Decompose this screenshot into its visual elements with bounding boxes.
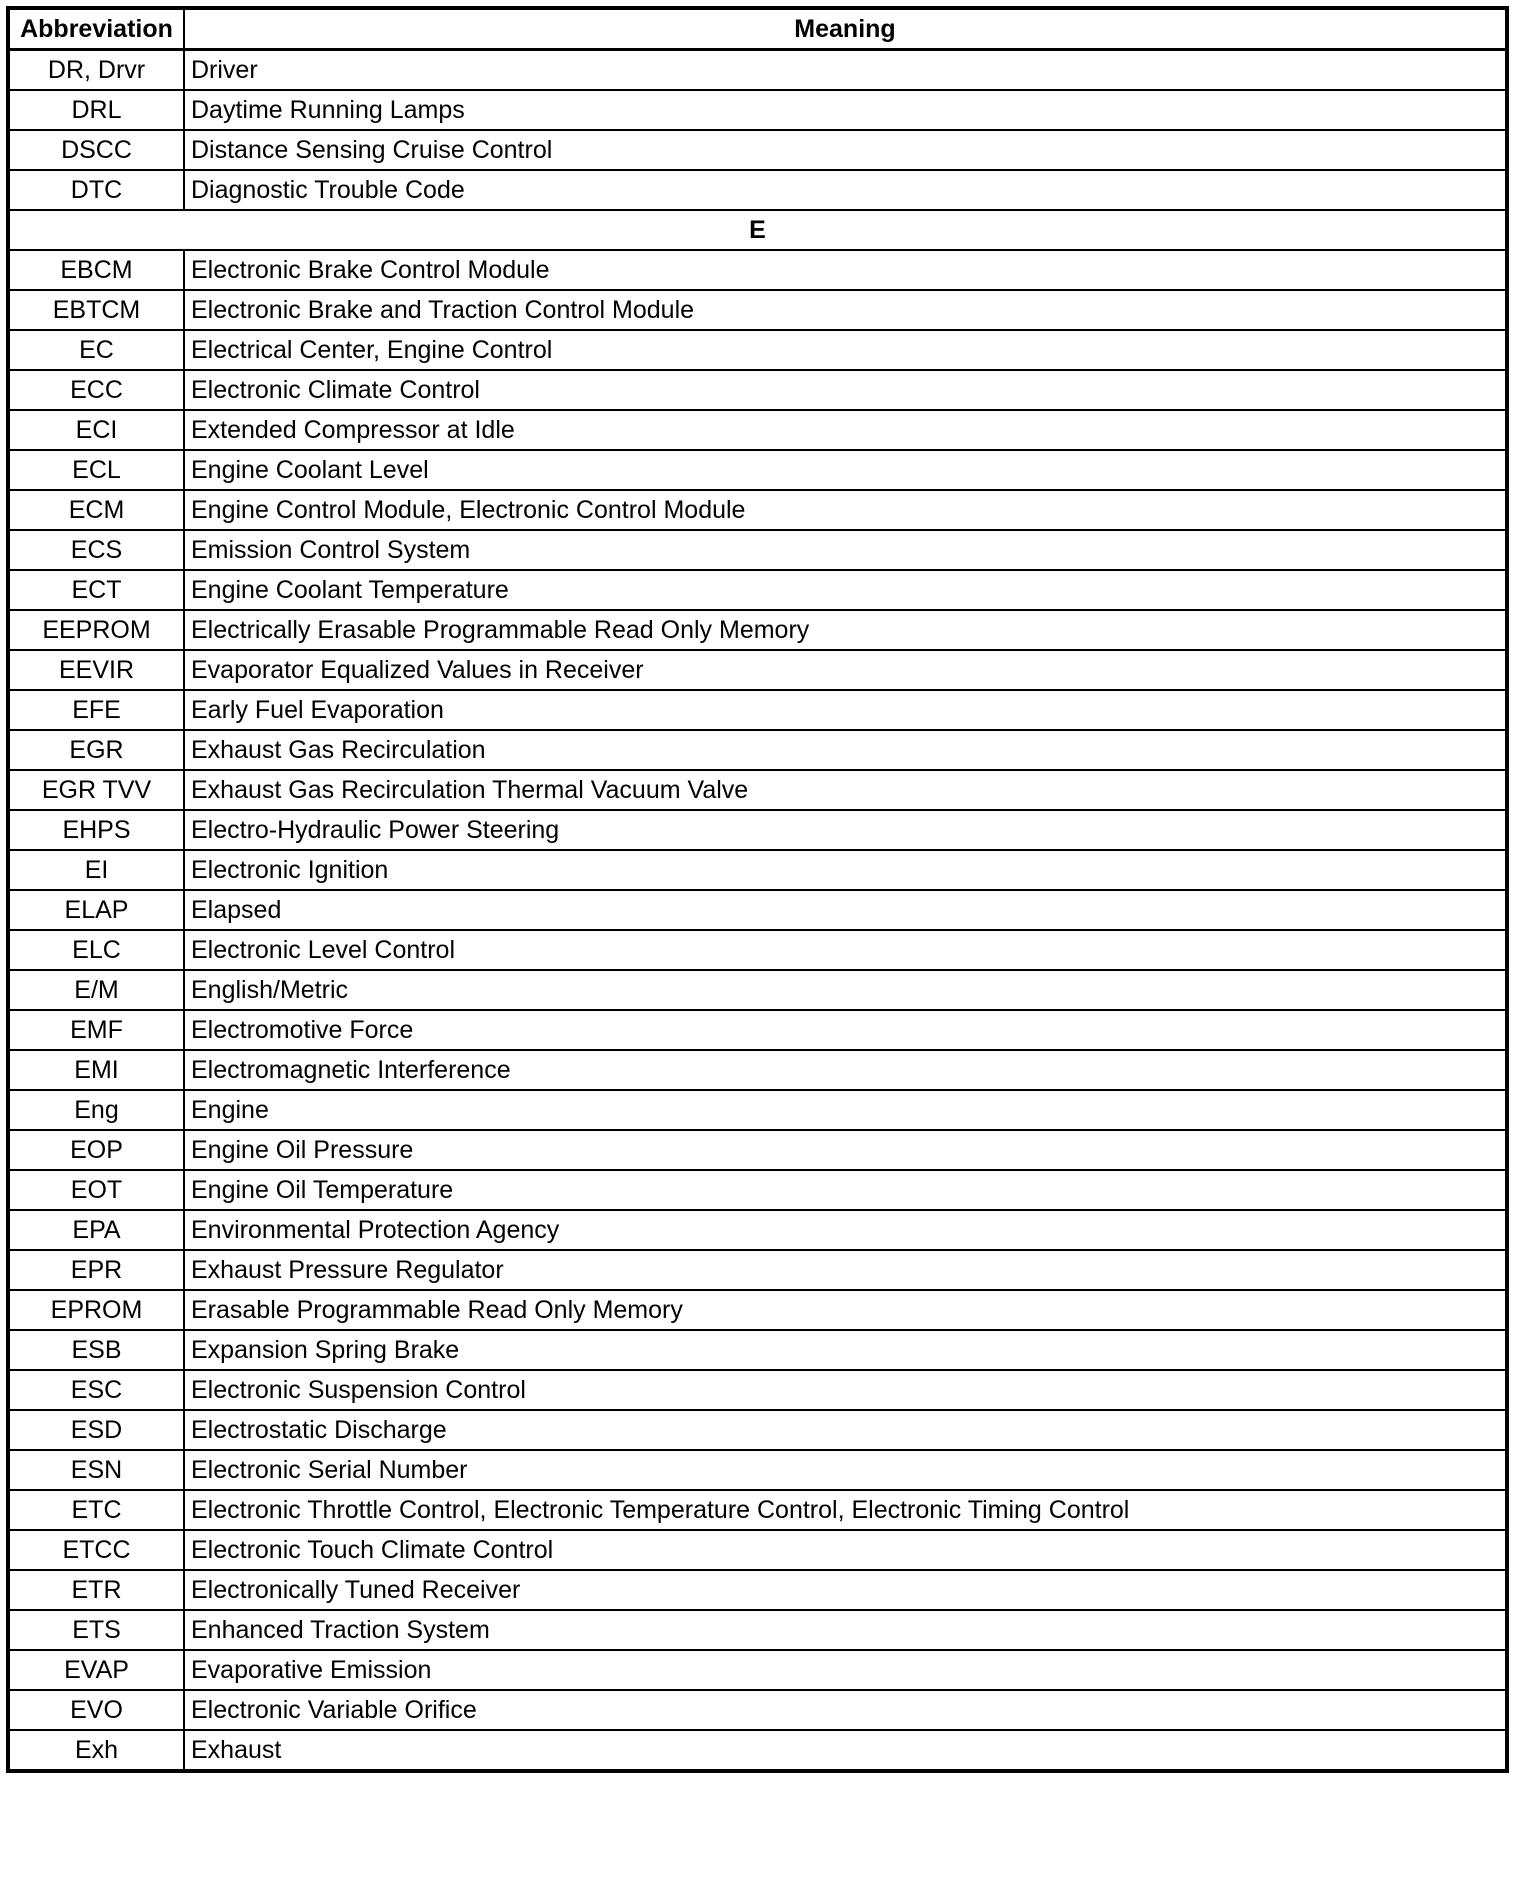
abbreviation-cell: ESB — [8, 1330, 184, 1370]
abbreviation-cell: EVO — [8, 1690, 184, 1730]
meaning-cell: Distance Sensing Cruise Control — [184, 130, 1507, 170]
abbreviation-cell: ECS — [8, 530, 184, 570]
meaning-cell: Electronic Touch Climate Control — [184, 1530, 1507, 1570]
abbreviation-cell: ECL — [8, 450, 184, 490]
abbreviation-cell: EGR TVV — [8, 770, 184, 810]
abbreviation-cell: ETCC — [8, 1530, 184, 1570]
abbreviation-table — [6, 6, 1509, 1773]
meaning-cell: Electronic Serial Number — [184, 1450, 1507, 1490]
meaning-cell: Electronically Tuned Receiver — [184, 1570, 1507, 1610]
abbreviation-cell: EBCM — [8, 250, 184, 290]
header-meaning: Meaning — [184, 8, 1507, 50]
table-row — [8, 370, 1507, 410]
abbreviation-cell: DSCC — [8, 130, 184, 170]
header-abbreviation: Abbreviation — [8, 8, 184, 50]
table-row — [8, 1130, 1507, 1170]
meaning-cell: Exhaust Gas Recirculation — [184, 730, 1507, 770]
table-row — [8, 330, 1507, 370]
meaning-cell: Engine Coolant Temperature — [184, 570, 1507, 610]
table-row — [8, 250, 1507, 290]
table-row — [8, 1610, 1507, 1650]
meaning-cell: Electrically Erasable Programmable Read Only Memory — [184, 610, 1507, 650]
table-row — [8, 1370, 1507, 1410]
abbreviation-cell: EHPS — [8, 810, 184, 850]
meaning-cell: Early Fuel Evaporation — [184, 690, 1507, 730]
table-row — [8, 690, 1507, 730]
meaning-cell: Electronic Brake and Traction Control Module — [184, 290, 1507, 330]
table-row — [8, 130, 1507, 170]
abbreviation-cell: ECI — [8, 410, 184, 450]
table-row — [8, 1530, 1507, 1570]
meaning-cell: Evaporative Emission — [184, 1650, 1507, 1690]
meaning-cell: Elapsed — [184, 890, 1507, 930]
table-row — [8, 90, 1507, 130]
abbreviation-cell: EPA — [8, 1210, 184, 1250]
meaning-cell: Engine Control Module, Electronic Control Module — [184, 490, 1507, 530]
meaning-cell: Environmental Protection Agency — [184, 1210, 1507, 1250]
meaning-cell: Engine Oil Pressure — [184, 1130, 1507, 1170]
table-row — [8, 1330, 1507, 1370]
abbreviation-cell: DTC — [8, 170, 184, 210]
section-letter: E — [8, 210, 1507, 250]
meaning-cell: Exhaust Gas Recirculation Thermal Vacuum Valve — [184, 770, 1507, 810]
table-row — [8, 970, 1507, 1010]
meaning-cell: Engine — [184, 1090, 1507, 1130]
table-row — [8, 610, 1507, 650]
table-row — [8, 1290, 1507, 1330]
abbreviation-cell: Eng — [8, 1090, 184, 1130]
meaning-cell: Evaporator Equalized Values in Receiver — [184, 650, 1507, 690]
abbreviation-cell: E/M — [8, 970, 184, 1010]
meaning-cell: Electronic Climate Control — [184, 370, 1507, 410]
meaning-cell: English/Metric — [184, 970, 1507, 1010]
table-row — [8, 1170, 1507, 1210]
meaning-cell: Enhanced Traction System — [184, 1610, 1507, 1650]
meaning-cell: Electronic Variable Orifice — [184, 1690, 1507, 1730]
table-row — [8, 1690, 1507, 1730]
abbreviation-cell: EMF — [8, 1010, 184, 1050]
table-row — [8, 170, 1507, 210]
table-row — [8, 1090, 1507, 1130]
abbreviation-cell: ESC — [8, 1370, 184, 1410]
table-row — [8, 730, 1507, 770]
meaning-cell: Expansion Spring Brake — [184, 1330, 1507, 1370]
table-row — [8, 930, 1507, 970]
abbreviation-cell: ECC — [8, 370, 184, 410]
table-row — [8, 410, 1507, 450]
table-row — [8, 890, 1507, 930]
table-row — [8, 1010, 1507, 1050]
table-row — [8, 450, 1507, 490]
meaning-cell: Driver — [184, 50, 1507, 91]
table-row — [8, 1210, 1507, 1250]
table-row — [8, 570, 1507, 610]
table-row — [8, 1490, 1507, 1530]
section-row — [8, 210, 1507, 250]
meaning-cell: Electronic Suspension Control — [184, 1370, 1507, 1410]
abbreviation-cell: EEPROM — [8, 610, 184, 650]
meaning-cell: Daytime Running Lamps — [184, 90, 1507, 130]
abbreviation-cell: ETS — [8, 1610, 184, 1650]
meaning-cell: Engine Coolant Level — [184, 450, 1507, 490]
abbreviation-cell: EPROM — [8, 1290, 184, 1330]
abbreviation-cell: EBTCM — [8, 290, 184, 330]
table-row — [8, 1650, 1507, 1690]
table-row — [8, 1410, 1507, 1450]
abbreviation-cell: EEVIR — [8, 650, 184, 690]
table-row — [8, 770, 1507, 810]
meaning-cell: Electronic Throttle Control, Electronic Temperature Control, Electronic Timing Control — [184, 1490, 1507, 1530]
abbreviation-cell: DRL — [8, 90, 184, 130]
abbreviation-cell: EFE — [8, 690, 184, 730]
abbreviation-cell: ESD — [8, 1410, 184, 1450]
meaning-cell: Electrostatic Discharge — [184, 1410, 1507, 1450]
abbreviation-cell: ETC — [8, 1490, 184, 1530]
meaning-cell: Exhaust — [184, 1730, 1507, 1771]
meaning-cell: Extended Compressor at Idle — [184, 410, 1507, 450]
abbreviation-cell: EGR — [8, 730, 184, 770]
meaning-cell: Electro-Hydraulic Power Steering — [184, 810, 1507, 850]
abbreviation-cell: EI — [8, 850, 184, 890]
abbreviation-cell: ESN — [8, 1450, 184, 1490]
meaning-cell: Electronic Level Control — [184, 930, 1507, 970]
table-row — [8, 290, 1507, 330]
table-body — [8, 50, 1507, 1772]
abbreviation-cell: ECT — [8, 570, 184, 610]
abbreviation-cell: EC — [8, 330, 184, 370]
abbreviation-cell: Exh — [8, 1730, 184, 1771]
table-row — [8, 1730, 1507, 1771]
abbreviation-cell: ELC — [8, 930, 184, 970]
table-row — [8, 1450, 1507, 1490]
abbreviation-cell: EPR — [8, 1250, 184, 1290]
meaning-cell: Electronic Ignition — [184, 850, 1507, 890]
abbreviation-cell: ETR — [8, 1570, 184, 1610]
table-row — [8, 650, 1507, 690]
table-row — [8, 490, 1507, 530]
meaning-cell: Electromagnetic Interference — [184, 1050, 1507, 1090]
abbreviation-cell: EMI — [8, 1050, 184, 1090]
table-row — [8, 1050, 1507, 1090]
table-row — [8, 1570, 1507, 1610]
meaning-cell: Emission Control System — [184, 530, 1507, 570]
table-row — [8, 530, 1507, 570]
table-row — [8, 50, 1507, 91]
abbreviation-cell: ELAP — [8, 890, 184, 930]
table-row — [8, 1250, 1507, 1290]
meaning-cell: Erasable Programmable Read Only Memory — [184, 1290, 1507, 1330]
table-header-row — [8, 8, 1507, 50]
meaning-cell: Electrical Center, Engine Control — [184, 330, 1507, 370]
abbreviation-cell: EOP — [8, 1130, 184, 1170]
meaning-cell: Diagnostic Trouble Code — [184, 170, 1507, 210]
meaning-cell: Exhaust Pressure Regulator — [184, 1250, 1507, 1290]
meaning-cell: Electromotive Force — [184, 1010, 1507, 1050]
table-row — [8, 850, 1507, 890]
abbreviation-cell: DR, Drvr — [8, 50, 184, 91]
abbreviation-cell: EOT — [8, 1170, 184, 1210]
meaning-cell: Electronic Brake Control Module — [184, 250, 1507, 290]
abbreviation-cell: ECM — [8, 490, 184, 530]
table-row — [8, 810, 1507, 850]
abbreviation-cell: EVAP — [8, 1650, 184, 1690]
meaning-cell: Engine Oil Temperature — [184, 1170, 1507, 1210]
